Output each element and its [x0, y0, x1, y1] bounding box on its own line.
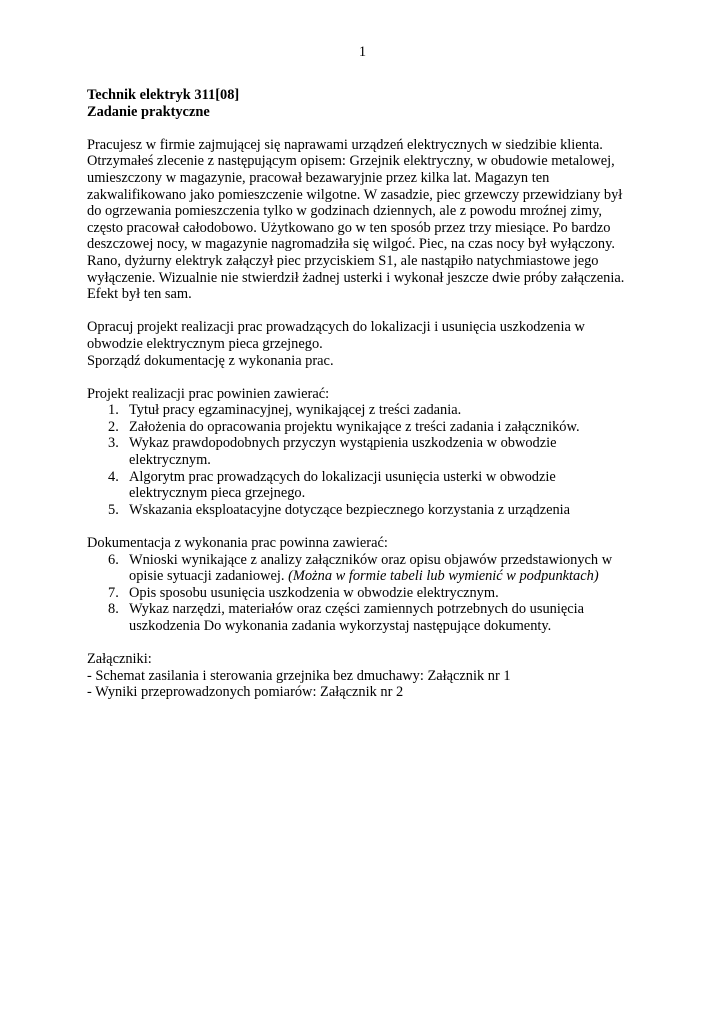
list-number: 1.: [108, 402, 119, 419]
attachment-item: - Schemat zasilania i sterowania grzejnika bez dmuchawy: Załącznik nr 1: [87, 667, 511, 684]
document-subtitle: Zadanie praktyczne: [87, 103, 210, 120]
list-item: [87, 435, 647, 468]
documentation-section: [87, 535, 647, 635]
spacer: [87, 635, 647, 652]
intro-line: deszczowej nocy, w magazynie nagromadziła się wilgoć. Piec, na czas nocy był wyłączony.: [87, 236, 615, 253]
list-text: Opis sposobu usunięcia uszkodzenia w obwodzie elektrycznym.: [129, 584, 499, 601]
page-number: 1: [358, 44, 367, 60]
spacer: [87, 369, 647, 386]
spacer: [87, 518, 647, 535]
project-list: [87, 402, 647, 518]
intro-line: umieszczony w magazynie, pracował bezawaryjnie przez kilka lat. Magazyn ten: [87, 169, 550, 186]
intro-line: często pracował całodobowo. Użytkowano go w ten sposób przez trzy miesiące. Po bardzo: [87, 219, 611, 236]
list-item: [87, 469, 647, 502]
task-line: Sporządź dokumentację z wykonania prac.: [87, 352, 334, 369]
document-body: [87, 87, 647, 701]
spacer: [87, 120, 647, 137]
list-number: 3.: [108, 435, 119, 452]
list-text: Wnioski wynikające z analizy załączników oraz opisu objawów przedstawionych w: [129, 551, 613, 568]
intro-paragraph: [87, 137, 647, 303]
list-item: [87, 402, 647, 419]
attachments-section: [87, 651, 647, 701]
documentation-heading: Dokumentacja z wykonania prac powinna zawierać:: [87, 535, 388, 552]
attachments-heading: Załączniki:: [87, 651, 152, 668]
list-number: 7.: [108, 584, 119, 601]
list-text: uszkodzenia Do wykonania zadania wykorzystaj następujące dokumenty.: [129, 618, 552, 634]
list-text: Wykaz prawdopodobnych przyczyn wystąpienia uszkodzenia w obwodzie: [129, 435, 557, 452]
list-number: 5.: [108, 501, 119, 518]
list-number: 8.: [108, 601, 119, 618]
list-number: 2.: [108, 418, 119, 435]
intro-line: wyłączenie. Wizualnie nie stwierdził żadnej usterki i wykonał jeszcze dwie próby załączenia.: [87, 269, 625, 286]
intro-line: do ogrzewania pomieszczenia tylko w godzinach dziennych, ale z powodu mroźnej zimy,: [87, 203, 602, 220]
intro-line: Pracujesz w firmie zajmującej się naprawami urządzeń elektrycznych w siedzibie klienta.: [87, 136, 603, 153]
document-title: Technik elektryk 311[08]: [87, 87, 240, 103]
intro-line: Efekt był ten sam.: [87, 286, 192, 303]
list-text: elektrycznym.: [129, 452, 211, 469]
spacer: [87, 303, 647, 320]
list-text-note: (Można w formie tabeli lub wymienić w podpunktach): [288, 568, 599, 585]
list-text: Założenia do opracowania projektu wynikające z treści zadania i załączników.: [129, 418, 580, 435]
intro-line: Rano, dyżurny elektryk załączył piec przyciskiem S1, ale nastąpiło natychmiastowe jego: [87, 252, 599, 269]
task-line: Opracuj projekt realizacji prac prowadzących do lokalizacji i usunięcia uszkodzenia w: [87, 319, 585, 336]
list-item: [87, 601, 647, 634]
list-text: Wykaz narzędzi, materiałów oraz części zamiennych potrzebnych do usunięcia: [129, 601, 585, 618]
list-item: [87, 585, 647, 602]
list-text: opisie sytuacji zadaniowej.: [129, 568, 289, 585]
list-text: Tytuł pracy egzaminacyjnej, wynikającej z treści zadania.: [129, 402, 462, 419]
list-item: [87, 502, 647, 519]
list-text-mixed: [129, 568, 647, 585]
documentation-list: [87, 552, 647, 635]
list-item: [87, 419, 647, 436]
list-text: elektrycznym pieca grzejnego.: [129, 485, 306, 502]
project-section: [87, 386, 647, 519]
list-text: Algorytm prac prowadzących do lokalizacji usunięcia usterki w obwodzie: [129, 468, 556, 485]
list-text: Wskazania eksploatacyjne dotyczące bezpiecznego korzystania z urządzenia: [129, 501, 571, 518]
intro-line: zakwalifikowano jako pomieszczenie wilgotne. W zasadzie, piec grzewczy przewidziany był: [87, 186, 623, 203]
task-paragraph: [87, 319, 647, 369]
task-line: obwodzie elektrycznym pieca grzejnego.: [87, 335, 323, 352]
intro-line: Otrzymałeś zlecenie z następującym opisem: Grzejnik elektryczny, w obudowie metalowej,: [87, 153, 615, 170]
project-heading: Projekt realizacji prac powinien zawierać:: [87, 385, 330, 402]
list-item: [87, 552, 647, 585]
list-number: 6.: [108, 551, 119, 568]
list-number: 4.: [108, 468, 119, 485]
attachment-item: - Wyniki przeprowadzonych pomiarów: Załącznik nr 2: [87, 684, 404, 701]
